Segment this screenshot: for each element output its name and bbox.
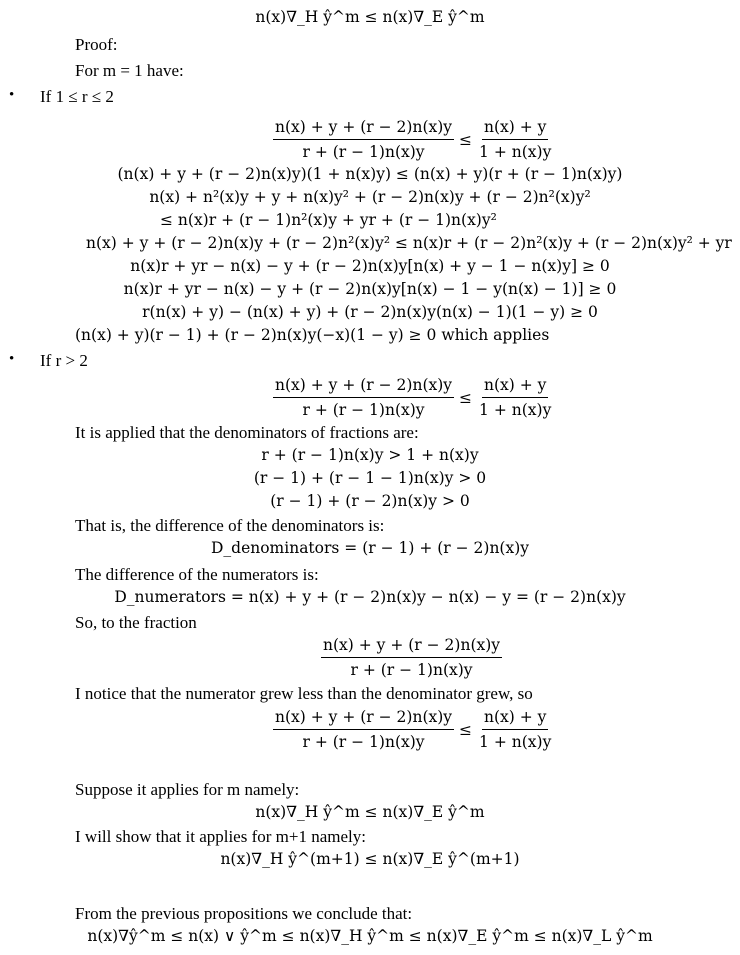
bullet-marker: • xyxy=(9,87,15,103)
paragraph-text: I will show that it applies for m+1 namely: xyxy=(75,827,366,846)
paragraph-text: Suppose it applies for m namely: xyxy=(75,780,300,799)
fraction-inequality-1 xyxy=(273,118,553,161)
fraction-left xyxy=(273,118,454,161)
equation-line: (r − 1) + (r − 1 − 1)n(x)y > 0 xyxy=(253,469,487,487)
fraction-right xyxy=(477,376,553,419)
denominator: r + (r − 1)n(x)y xyxy=(302,143,425,161)
bullet-marker: • xyxy=(9,351,15,367)
equation-line: n(x) + n²(x)y + y + n(x)y² + (r − 2)n(x)y + (r − 2)n²(x)y² xyxy=(149,188,591,206)
numerator: n(x) + y + (r − 2)n(x)y xyxy=(273,118,454,140)
paragraph-text: It is applied that the denominators of fractions are: xyxy=(75,423,419,442)
case-heading-1: If 1 ≤ r ≤ 2 xyxy=(40,87,114,106)
equation-line: D_numerators = n(x) + y + (r − 2)n(x)y − n(x) − y = (r − 2)n(x)y xyxy=(114,588,626,606)
fraction-left xyxy=(273,376,454,419)
equation-line: (n(x) + y + (r − 2)n(x)y)(1 + n(x)y) ≤ (n(x) + y)(r + (r − 1)n(x)y) xyxy=(117,165,623,183)
fraction-right xyxy=(477,708,553,751)
equation-line: ≤ n(x)r + (r − 1)n²(x)y + yr + (r − 1)n(x)y² xyxy=(160,211,497,229)
denominator: r + (r − 1)n(x)y xyxy=(350,661,473,679)
denominator: r + (r − 1)n(x)y xyxy=(302,733,425,751)
equation-line: n(x)r + yr − n(x) − y + (r − 2)n(x)y[n(x) + y − 1 − n(x)y] ≥ 0 xyxy=(130,257,610,275)
denominator: 1 + n(x)y xyxy=(479,143,552,161)
paragraph-text: The difference of the numerators is: xyxy=(75,565,319,584)
equation-line: n(x)r + yr − n(x) − y + (r − 2)n(x)y[n(x) − 1 − y(n(x) − 1)] ≥ 0 xyxy=(123,280,617,298)
numerator: n(x) + y + (r − 2)n(x)y xyxy=(321,636,502,658)
fraction-inequality-3 xyxy=(273,708,553,751)
denominator: r + (r − 1)n(x)y xyxy=(302,401,425,419)
numerator: n(x) + y xyxy=(482,376,548,398)
denominator: 1 + n(x)y xyxy=(479,733,552,751)
base-case-intro: For m = 1 have: xyxy=(75,61,184,80)
equation-line: D_denominators = (r − 1) + (r − 2)n(x)y xyxy=(210,539,530,557)
fraction-display xyxy=(321,636,502,679)
leq-sign: ≤ xyxy=(459,720,473,739)
leq-sign: ≤ xyxy=(459,388,473,407)
numerator: n(x) + y xyxy=(482,118,548,140)
paragraph-text: That is, the difference of the denominators is: xyxy=(75,516,385,535)
numerator: n(x) + y xyxy=(482,708,548,730)
paragraph-text: So, to the fraction xyxy=(75,613,197,632)
equation-line: r(n(x) + y) − (n(x) + y) + (r − 2)n(x)y(n(x) − 1)(1 − y) ≥ 0 xyxy=(142,303,598,321)
equation-line: (r − 1) + (r − 2)n(x)y > 0 xyxy=(270,492,470,510)
fraction-left xyxy=(273,708,454,751)
equation-line: (n(x) + y)(r − 1) + (r − 2)n(x)y(−x)(1 − y) ≥ 0 which applies xyxy=(75,326,550,344)
denominator: 1 + n(x)y xyxy=(479,401,552,419)
equation-line: n(x)∇_H ŷ^m ≤ n(x)∇_E ŷ^m xyxy=(255,803,485,821)
conclusion-inequality: n(x)∇ŷ^m ≤ n(x) ∨ ŷ^m ≤ n(x)∇_H ŷ^m ≤ n(x)∇_E ŷ^m ≤ n(x)∇_L ŷ^m xyxy=(87,927,653,945)
numerator: n(x) + y + (r − 2)n(x)y xyxy=(273,376,454,398)
theorem-inequality xyxy=(0,10,740,26)
equation-line: n(x) + y + (r − 2)n(x)y + (r − 2)n²(x)y² ≤ n(x)r + (r − 2)n²(x)y + (r − 2)n(x)y² + yr xyxy=(86,234,732,252)
paragraph-text: I notice that the numerator grew less than the denominator grew, so xyxy=(75,684,533,703)
fraction-inequality-2 xyxy=(273,376,553,419)
numerator: n(x) + y + (r − 2)n(x)y xyxy=(273,708,454,730)
proof-label: Proof: xyxy=(75,35,118,54)
fraction-right xyxy=(477,118,553,161)
case-heading-2: If r > 2 xyxy=(40,351,88,370)
leq-sign: ≤ xyxy=(459,130,473,149)
formula-text: n(x)∇_H ŷ^m ≤ n(x)∇_E ŷ^m xyxy=(255,8,485,26)
paragraph-text: From the previous propositions we conclude that: xyxy=(75,904,413,923)
equation-line: n(x)∇_H ŷ^(m+1) ≤ n(x)∇_E ŷ^(m+1) xyxy=(220,850,520,868)
equation-line: r + (r − 1)n(x)y > 1 + n(x)y xyxy=(261,446,479,464)
fraction-left xyxy=(321,636,502,679)
